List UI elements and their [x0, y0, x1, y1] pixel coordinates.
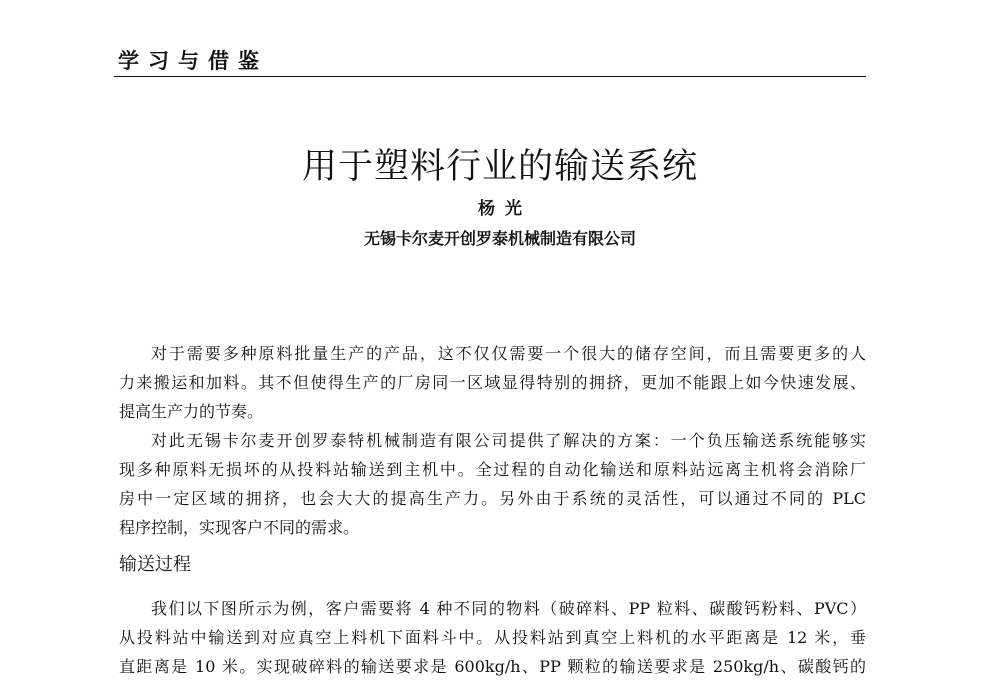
intro-paragraph-2	[119, 426, 866, 542]
section-subheading: 输送过程	[119, 554, 191, 575]
paragraph-line: 提高生产力的节奏。	[119, 402, 264, 421]
intro-paragraph-1	[119, 339, 866, 426]
process-paragraph	[119, 594, 866, 681]
paragraph-line: 程序控制，实现客户不同的需求。	[119, 518, 360, 537]
paragraph-line: 力来搬运和加料。其不但使得生产的厂房同一区域显得特别的拥挤，更加不能跟上如今快速发展、	[119, 373, 866, 392]
paragraph-line: 直距离是 10 米。实现破碎料的输送要求是 600kg/h、PP 颗粒的输送要求是 250kg/h、碳酸钙的	[119, 657, 866, 676]
article-author: 杨光	[478, 199, 532, 219]
paragraph-line: 对于需要多种原料批量生产的产品，这不仅仅需要一个很大的储存空间，而且需要更多的人	[151, 344, 866, 363]
article-affiliation: 无锡卡尔麦开创罗泰机械制造有限公司	[363, 229, 636, 248]
paragraph-line: 现多种原料无损坏的从投料站输送到主机中。全过程的自动化输送和原料站远离主机将会消除厂	[119, 460, 866, 479]
section-header: 学习与借鉴	[118, 48, 268, 73]
header-rule	[114, 76, 866, 77]
paragraph-line: 房中一定区域的拥挤，也会大大的提高生产力。另外由于系统的灵活性，可以通过不同的 PLC	[119, 489, 866, 508]
paragraph-line: 从投料站中输送到对应真空上料机下面料斗中。从投料站到真空上料机的水平距离是 12 米，垂	[119, 628, 866, 647]
paragraph-line: 我们以下图所示为例，客户需要将 4 种不同的物料（破碎料、PP 粒料、碳酸钙粉料、PVC）	[151, 599, 866, 618]
paragraph-line: 对此无锡卡尔麦开创罗泰特机械制造有限公司提供了解决的方案：一个负压输送系统能够实	[151, 431, 866, 450]
article-title: 用于塑料行业的输送系统	[301, 147, 698, 187]
